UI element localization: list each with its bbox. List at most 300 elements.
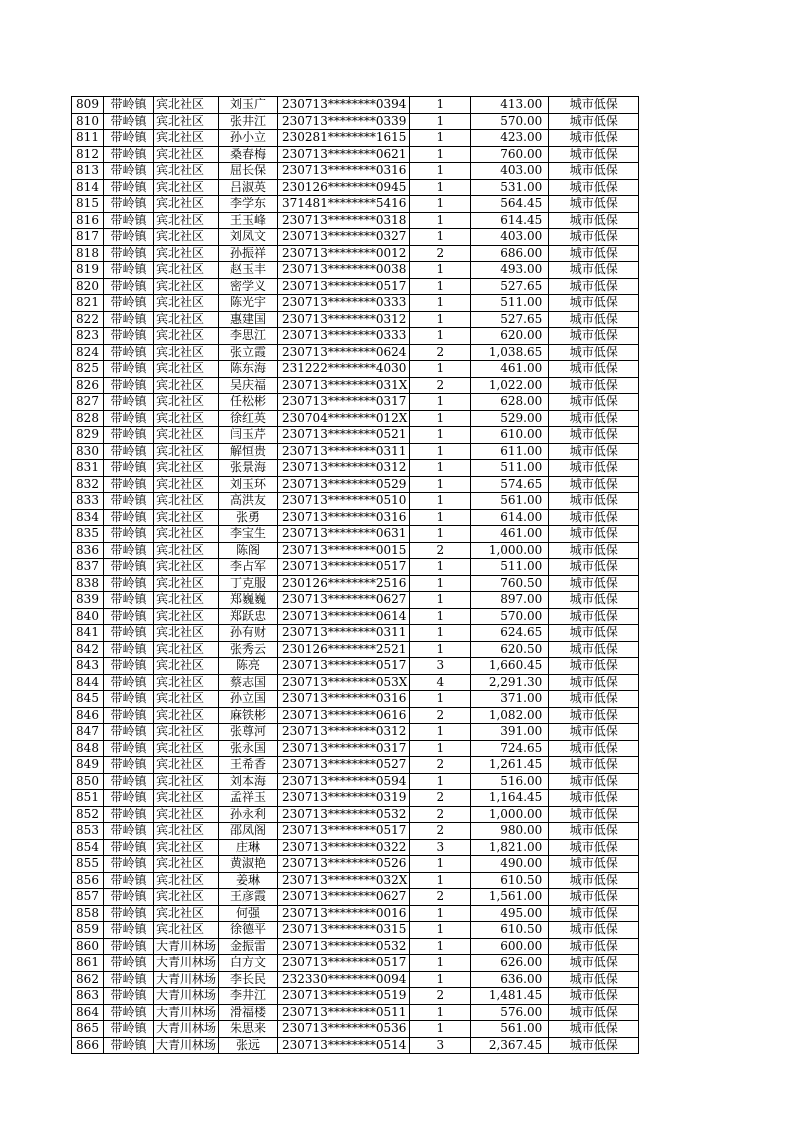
amount-cell: 686.00: [471, 245, 549, 262]
table-row: [72, 922, 639, 939]
id-number-cell: 230126********2521: [278, 641, 410, 658]
town-cell: 带岭镇: [104, 146, 154, 163]
town-cell: 带岭镇: [104, 163, 154, 180]
community-cell: 大青川林场: [154, 955, 219, 972]
category-cell: 城市低保: [549, 328, 639, 345]
id-number-cell: 230126********2516: [278, 575, 410, 592]
row-number: 822: [72, 311, 104, 328]
amount-cell: 511.00: [471, 295, 549, 312]
category-cell: 城市低保: [549, 938, 639, 955]
name-cell: 陈亮: [219, 658, 278, 675]
table-row: [72, 641, 639, 658]
community-cell: 宾北社区: [154, 361, 219, 378]
row-number: 816: [72, 212, 104, 229]
table-row: [72, 988, 639, 1005]
category-cell: 城市低保: [549, 839, 639, 856]
category-cell: 城市低保: [549, 179, 639, 196]
category-cell: 城市低保: [549, 311, 639, 328]
row-number: 833: [72, 493, 104, 510]
category-cell: 城市低保: [549, 493, 639, 510]
id-number-cell: 230713********0316: [278, 163, 410, 180]
row-number: 855: [72, 856, 104, 873]
amount-cell: 527.65: [471, 311, 549, 328]
amount-cell: 636.00: [471, 971, 549, 988]
name-cell: 李宝生: [219, 526, 278, 543]
category-cell: 城市低保: [549, 344, 639, 361]
household-size-cell: 1: [410, 443, 471, 460]
household-size-cell: 2: [410, 806, 471, 823]
category-cell: 城市低保: [549, 410, 639, 427]
amount-cell: 626.00: [471, 955, 549, 972]
community-cell: 宾北社区: [154, 410, 219, 427]
row-number: 830: [72, 443, 104, 460]
amount-cell: 614.45: [471, 212, 549, 229]
name-cell: 赵玉丰: [219, 262, 278, 279]
town-cell: 带岭镇: [104, 773, 154, 790]
amount-cell: 461.00: [471, 526, 549, 543]
category-cell: 城市低保: [549, 509, 639, 526]
town-cell: 带岭镇: [104, 212, 154, 229]
id-number-cell: 230713********0519: [278, 988, 410, 1005]
table-row: [72, 773, 639, 790]
row-number: 860: [72, 938, 104, 955]
id-number-cell: 230713********0536: [278, 1021, 410, 1038]
table-row: [72, 625, 639, 642]
household-size-cell: 1: [410, 212, 471, 229]
town-cell: 带岭镇: [104, 130, 154, 147]
town-cell: 带岭镇: [104, 691, 154, 708]
community-cell: 宾北社区: [154, 295, 219, 312]
amount-cell: 628.00: [471, 394, 549, 411]
town-cell: 带岭镇: [104, 575, 154, 592]
household-size-cell: 2: [410, 889, 471, 906]
household-size-cell: 4: [410, 674, 471, 691]
amount-cell: 1,000.00: [471, 542, 549, 559]
id-number-cell: 230713********0312: [278, 724, 410, 741]
table-row: [72, 278, 639, 295]
table-row: [72, 493, 639, 510]
id-number-cell: 230713********0333: [278, 295, 410, 312]
id-number-cell: 232330********0094: [278, 971, 410, 988]
town-cell: 带岭镇: [104, 592, 154, 609]
town-cell: 带岭镇: [104, 905, 154, 922]
household-size-cell: 1: [410, 691, 471, 708]
household-size-cell: 1: [410, 971, 471, 988]
name-cell: 张秀云: [219, 641, 278, 658]
id-number-cell: 230713********0532: [278, 938, 410, 955]
table-row: [72, 476, 639, 493]
town-cell: 带岭镇: [104, 196, 154, 213]
town-cell: 带岭镇: [104, 245, 154, 262]
amount-cell: 461.00: [471, 361, 549, 378]
table-row: [72, 97, 639, 114]
name-cell: 白方文: [219, 955, 278, 972]
name-cell: 任松彬: [219, 394, 278, 411]
table-row: [72, 889, 639, 906]
name-cell: 王玉峰: [219, 212, 278, 229]
row-number: 831: [72, 460, 104, 477]
table-row: [72, 113, 639, 130]
town-cell: 带岭镇: [104, 262, 154, 279]
community-cell: 宾北社区: [154, 773, 219, 790]
category-cell: 城市低保: [549, 295, 639, 312]
amount-cell: 980.00: [471, 823, 549, 840]
amount-cell: 1,821.00: [471, 839, 549, 856]
table-row: [72, 559, 639, 576]
name-cell: 滑福楼: [219, 1004, 278, 1021]
category-cell: 城市低保: [549, 394, 639, 411]
community-cell: 大青川林场: [154, 1004, 219, 1021]
household-size-cell: 1: [410, 229, 471, 246]
id-number-cell: 230713********0312: [278, 311, 410, 328]
household-size-cell: 1: [410, 592, 471, 609]
household-size-cell: 1: [410, 773, 471, 790]
amount-cell: 576.00: [471, 1004, 549, 1021]
category-cell: 城市低保: [549, 790, 639, 807]
community-cell: 大青川林场: [154, 938, 219, 955]
category-cell: 城市低保: [549, 971, 639, 988]
town-cell: 带岭镇: [104, 856, 154, 873]
table-row: [72, 163, 639, 180]
row-number: 847: [72, 724, 104, 741]
name-cell: 解恒贵: [219, 443, 278, 460]
community-cell: 宾北社区: [154, 575, 219, 592]
community-cell: 宾北社区: [154, 394, 219, 411]
household-size-cell: 3: [410, 658, 471, 675]
household-size-cell: 2: [410, 344, 471, 361]
town-cell: 带岭镇: [104, 311, 154, 328]
town-cell: 带岭镇: [104, 476, 154, 493]
name-cell: 孟祥玉: [219, 790, 278, 807]
name-cell: 刘玉环: [219, 476, 278, 493]
row-number: 865: [72, 1021, 104, 1038]
table-row: [72, 311, 639, 328]
category-cell: 城市低保: [549, 724, 639, 741]
relief-roster-table: [71, 96, 639, 1054]
household-size-cell: 1: [410, 311, 471, 328]
amount-cell: 495.00: [471, 905, 549, 922]
id-number-cell: 230713********0510: [278, 493, 410, 510]
row-number: 832: [72, 476, 104, 493]
table-row: [72, 328, 639, 345]
household-size-cell: 1: [410, 872, 471, 889]
row-number: 835: [72, 526, 104, 543]
household-size-cell: 1: [410, 113, 471, 130]
category-cell: 城市低保: [549, 262, 639, 279]
category-cell: 城市低保: [549, 97, 639, 114]
amount-cell: 1,660.45: [471, 658, 549, 675]
amount-cell: 529.00: [471, 410, 549, 427]
id-number-cell: 230713********032X: [278, 872, 410, 889]
community-cell: 宾北社区: [154, 377, 219, 394]
town-cell: 带岭镇: [104, 608, 154, 625]
id-number-cell: 230713********0521: [278, 427, 410, 444]
town-cell: 带岭镇: [104, 988, 154, 1005]
category-cell: 城市低保: [549, 592, 639, 609]
id-number-cell: 230713********0312: [278, 460, 410, 477]
row-number: 841: [72, 625, 104, 642]
name-cell: 密学义: [219, 278, 278, 295]
row-number: 817: [72, 229, 104, 246]
category-cell: 城市低保: [549, 922, 639, 939]
table-row: [72, 658, 639, 675]
category-cell: 城市低保: [549, 773, 639, 790]
id-number-cell: 230281********1615: [278, 130, 410, 147]
row-number: 846: [72, 707, 104, 724]
table-row: [72, 410, 639, 427]
town-cell: 带岭镇: [104, 1021, 154, 1038]
table-row: [72, 575, 639, 592]
table-row: [72, 806, 639, 823]
town-cell: 带岭镇: [104, 674, 154, 691]
name-cell: 丁克服: [219, 575, 278, 592]
category-cell: 城市低保: [549, 377, 639, 394]
household-size-cell: 1: [410, 163, 471, 180]
name-cell: 高洪友: [219, 493, 278, 510]
row-number: 810: [72, 113, 104, 130]
household-size-cell: 1: [410, 922, 471, 939]
town-cell: 带岭镇: [104, 740, 154, 757]
community-cell: 宾北社区: [154, 179, 219, 196]
household-size-cell: 1: [410, 262, 471, 279]
community-cell: 宾北社区: [154, 839, 219, 856]
community-cell: 宾北社区: [154, 674, 219, 691]
household-size-cell: 1: [410, 740, 471, 757]
community-cell: 宾北社区: [154, 328, 219, 345]
community-cell: 宾北社区: [154, 212, 219, 229]
community-cell: 宾北社区: [154, 542, 219, 559]
id-number-cell: 230713********0527: [278, 757, 410, 774]
household-size-cell: 1: [410, 955, 471, 972]
household-size-cell: 1: [410, 476, 471, 493]
name-cell: 徐德平: [219, 922, 278, 939]
amount-cell: 531.00: [471, 179, 549, 196]
town-cell: 带岭镇: [104, 971, 154, 988]
amount-cell: 760.00: [471, 146, 549, 163]
amount-cell: 570.00: [471, 608, 549, 625]
name-cell: 王希香: [219, 757, 278, 774]
category-cell: 城市低保: [549, 988, 639, 1005]
name-cell: 张立霞: [219, 344, 278, 361]
category-cell: 城市低保: [549, 1004, 639, 1021]
amount-cell: 1,261.45: [471, 757, 549, 774]
household-size-cell: 2: [410, 377, 471, 394]
category-cell: 城市低保: [549, 196, 639, 213]
row-number: 814: [72, 179, 104, 196]
category-cell: 城市低保: [549, 872, 639, 889]
id-number-cell: 230713********0517: [278, 658, 410, 675]
row-number: 840: [72, 608, 104, 625]
community-cell: 宾北社区: [154, 806, 219, 823]
category-cell: 城市低保: [549, 740, 639, 757]
amount-cell: 1,000.00: [471, 806, 549, 823]
id-number-cell: 230713********0517: [278, 278, 410, 295]
household-size-cell: 1: [410, 394, 471, 411]
name-cell: 惠建国: [219, 311, 278, 328]
name-cell: 刘本海: [219, 773, 278, 790]
row-number: 843: [72, 658, 104, 675]
table-row: [72, 839, 639, 856]
id-number-cell: 230713********0517: [278, 823, 410, 840]
table-row: [72, 377, 639, 394]
table-row: [72, 757, 639, 774]
name-cell: 郑跃忠: [219, 608, 278, 625]
category-cell: 城市低保: [549, 559, 639, 576]
category-cell: 城市低保: [549, 674, 639, 691]
amount-cell: 760.50: [471, 575, 549, 592]
community-cell: 宾北社区: [154, 245, 219, 262]
row-number: 842: [72, 641, 104, 658]
town-cell: 带岭镇: [104, 113, 154, 130]
row-number: 857: [72, 889, 104, 906]
amount-cell: 403.00: [471, 163, 549, 180]
community-cell: 宾北社区: [154, 691, 219, 708]
town-cell: 带岭镇: [104, 179, 154, 196]
town-cell: 带岭镇: [104, 97, 154, 114]
row-number: 826: [72, 377, 104, 394]
community-cell: 宾北社区: [154, 262, 219, 279]
name-cell: 张尊河: [219, 724, 278, 741]
amount-cell: 1,038.65: [471, 344, 549, 361]
name-cell: 李思江: [219, 328, 278, 345]
amount-cell: 611.00: [471, 443, 549, 460]
amount-cell: 493.00: [471, 262, 549, 279]
id-number-cell: 230713********0327: [278, 229, 410, 246]
town-cell: 带岭镇: [104, 460, 154, 477]
town-cell: 带岭镇: [104, 839, 154, 856]
amount-cell: 574.65: [471, 476, 549, 493]
amount-cell: 490.00: [471, 856, 549, 873]
table-row: [72, 509, 639, 526]
household-size-cell: 2: [410, 988, 471, 1005]
row-number: 829: [72, 427, 104, 444]
table-row: [72, 971, 639, 988]
table-row: [72, 856, 639, 873]
community-cell: 宾北社区: [154, 740, 219, 757]
town-cell: 带岭镇: [104, 790, 154, 807]
household-size-cell: 1: [410, 1021, 471, 1038]
town-cell: 带岭镇: [104, 509, 154, 526]
row-number: 823: [72, 328, 104, 345]
id-number-cell: 230713********0526: [278, 856, 410, 873]
town-cell: 带岭镇: [104, 889, 154, 906]
community-cell: 大青川林场: [154, 988, 219, 1005]
community-cell: 宾北社区: [154, 559, 219, 576]
name-cell: 李占军: [219, 559, 278, 576]
name-cell: 麻铁彬: [219, 707, 278, 724]
id-number-cell: 230713********0529: [278, 476, 410, 493]
amount-cell: 624.65: [471, 625, 549, 642]
household-size-cell: 1: [410, 427, 471, 444]
table-row: [72, 179, 639, 196]
community-cell: 宾北社区: [154, 311, 219, 328]
community-cell: 宾北社区: [154, 658, 219, 675]
town-cell: 带岭镇: [104, 1004, 154, 1021]
community-cell: 宾北社区: [154, 344, 219, 361]
amount-cell: 724.65: [471, 740, 549, 757]
id-number-cell: 230713********0316: [278, 509, 410, 526]
table-row: [72, 394, 639, 411]
id-number-cell: 371481********5416: [278, 196, 410, 213]
category-cell: 城市低保: [549, 526, 639, 543]
community-cell: 宾北社区: [154, 427, 219, 444]
row-number: 820: [72, 278, 104, 295]
table-row: [72, 245, 639, 262]
table-row: [72, 146, 639, 163]
row-number: 856: [72, 872, 104, 889]
community-cell: 宾北社区: [154, 113, 219, 130]
category-cell: 城市低保: [549, 427, 639, 444]
name-cell: 桑春梅: [219, 146, 278, 163]
name-cell: 屈长保: [219, 163, 278, 180]
amount-cell: 1,022.00: [471, 377, 549, 394]
name-cell: 邵凤阁: [219, 823, 278, 840]
town-cell: 带岭镇: [104, 641, 154, 658]
town-cell: 带岭镇: [104, 872, 154, 889]
amount-cell: 527.65: [471, 278, 549, 295]
town-cell: 带岭镇: [104, 625, 154, 642]
category-cell: 城市低保: [549, 625, 639, 642]
household-size-cell: 2: [410, 823, 471, 840]
household-size-cell: 1: [410, 146, 471, 163]
table-row: [72, 740, 639, 757]
town-cell: 带岭镇: [104, 955, 154, 972]
name-cell: 孙立国: [219, 691, 278, 708]
table-row: [72, 608, 639, 625]
town-cell: 带岭镇: [104, 922, 154, 939]
town-cell: 带岭镇: [104, 295, 154, 312]
id-number-cell: 230713********0616: [278, 707, 410, 724]
amount-cell: 423.00: [471, 130, 549, 147]
town-cell: 带岭镇: [104, 278, 154, 295]
name-cell: 李井江: [219, 988, 278, 1005]
row-number: 834: [72, 509, 104, 526]
community-cell: 宾北社区: [154, 476, 219, 493]
id-number-cell: 230713********031X: [278, 377, 410, 394]
community-cell: 宾北社区: [154, 889, 219, 906]
id-number-cell: 230713********0511: [278, 1004, 410, 1021]
table-row: [72, 674, 639, 691]
community-cell: 宾北社区: [154, 856, 219, 873]
table-row: [72, 130, 639, 147]
community-cell: 宾北社区: [154, 724, 219, 741]
amount-cell: 413.00: [471, 97, 549, 114]
community-cell: 宾北社区: [154, 460, 219, 477]
town-cell: 带岭镇: [104, 707, 154, 724]
table-row: [72, 905, 639, 922]
household-size-cell: 1: [410, 278, 471, 295]
category-cell: 城市低保: [549, 575, 639, 592]
amount-cell: 600.00: [471, 938, 549, 955]
id-number-cell: 230713********0594: [278, 773, 410, 790]
household-size-cell: 1: [410, 641, 471, 658]
category-cell: 城市低保: [549, 905, 639, 922]
household-size-cell: 2: [410, 245, 471, 262]
community-cell: 宾北社区: [154, 163, 219, 180]
household-size-cell: 1: [410, 608, 471, 625]
name-cell: 张远: [219, 1037, 278, 1054]
id-number-cell: 230713********0319: [278, 790, 410, 807]
id-number-cell: 230713********0514: [278, 1037, 410, 1054]
row-number: 839: [72, 592, 104, 609]
community-cell: 宾北社区: [154, 97, 219, 114]
town-cell: 带岭镇: [104, 724, 154, 741]
row-number: 824: [72, 344, 104, 361]
category-cell: 城市低保: [549, 806, 639, 823]
id-number-cell: 230713********0316: [278, 691, 410, 708]
household-size-cell: 1: [410, 938, 471, 955]
amount-cell: 1,082.00: [471, 707, 549, 724]
